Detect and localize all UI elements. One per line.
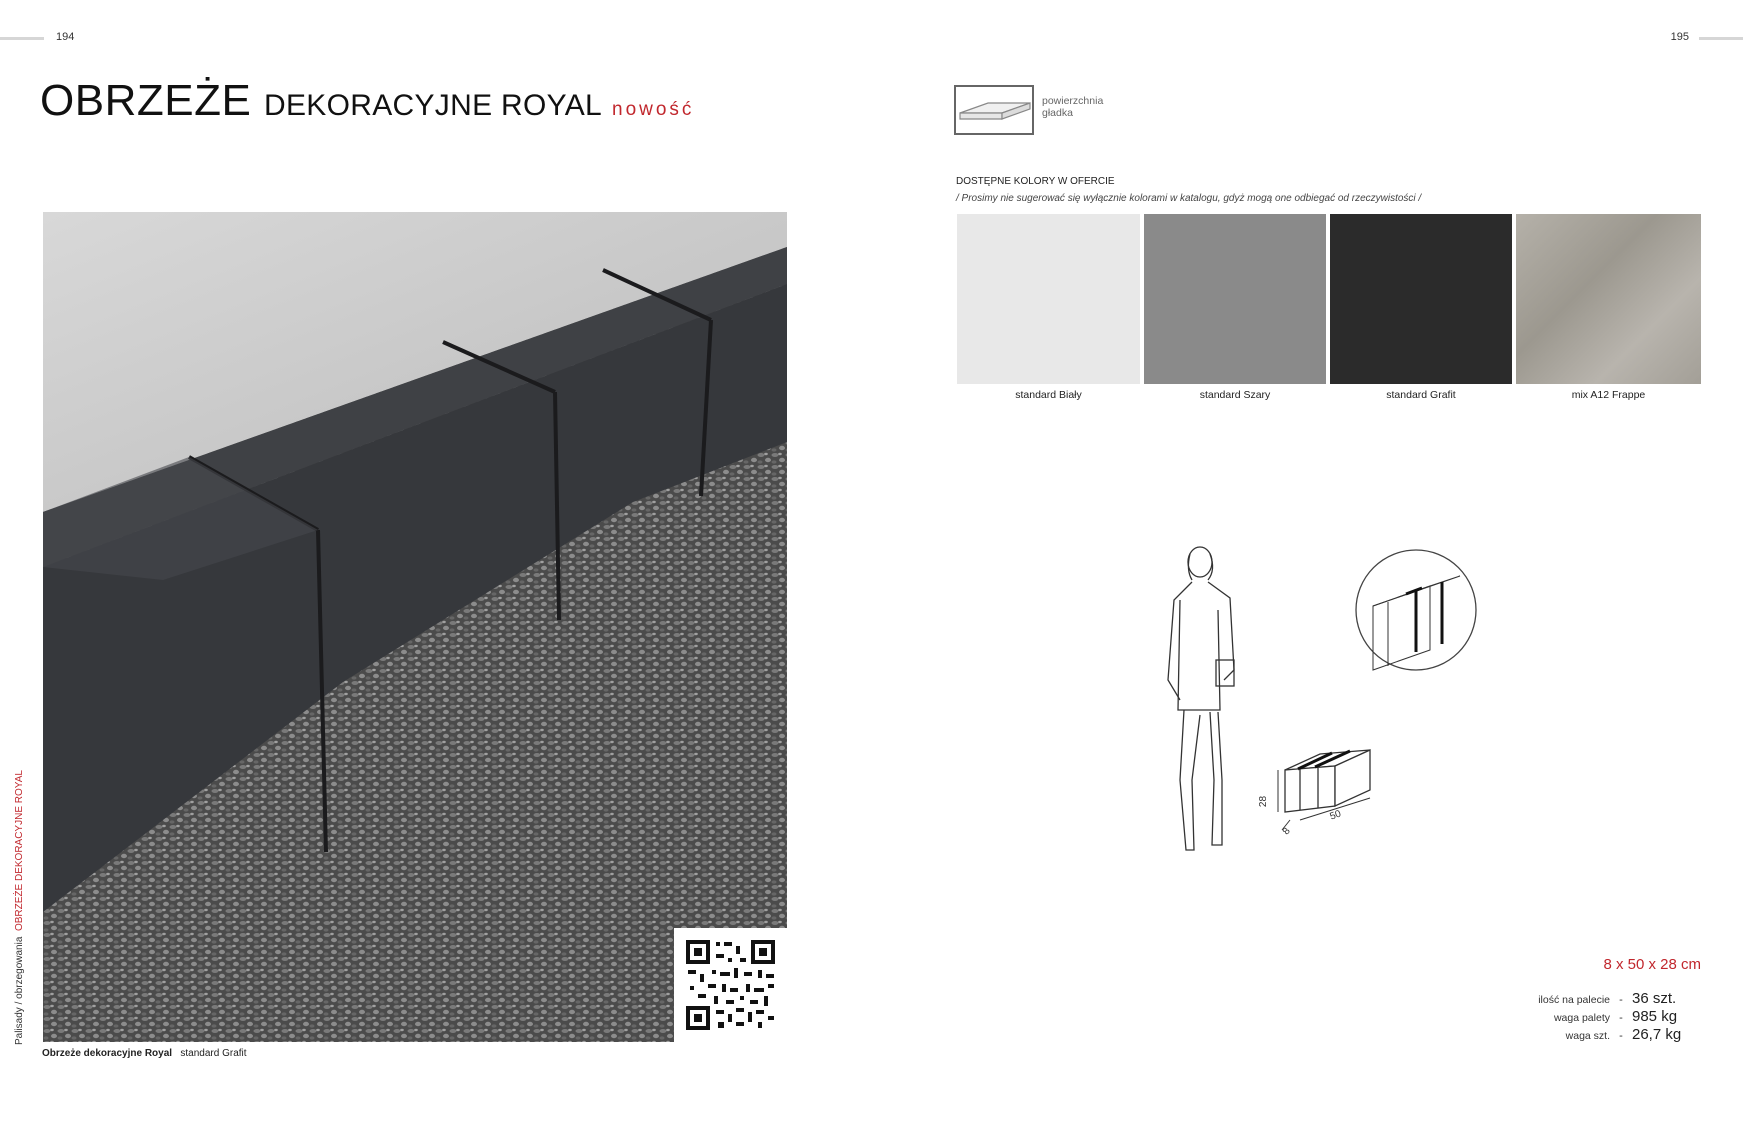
spec-value: 985 kg bbox=[1632, 1008, 1678, 1025]
dim-length-label: 50 bbox=[1328, 808, 1343, 823]
specs-table bbox=[1480, 990, 1681, 1044]
qr-code[interactable] bbox=[674, 928, 787, 1042]
swatch-label-szary: standard Szary bbox=[1199, 389, 1271, 401]
swatch-bialy bbox=[957, 214, 1140, 384]
scale-diagram bbox=[1130, 540, 1490, 860]
colors-heading: DOSTĘPNE KOLORY W OFERCIE bbox=[956, 176, 1115, 187]
dim-height-label: 28 bbox=[1258, 795, 1270, 808]
side-breadcrumb bbox=[14, 770, 25, 1045]
page-title bbox=[40, 76, 602, 126]
swatch-frappe bbox=[1516, 214, 1701, 384]
swatch-label-frappe: mix A12 Frappe bbox=[1571, 389, 1646, 401]
caption-product: Obrzeże dekoracyjne Royal bbox=[42, 1048, 173, 1059]
surface-label bbox=[1042, 95, 1103, 119]
left-page-number: 194 bbox=[56, 31, 75, 43]
surface-label-line1: powierzchnia bbox=[1042, 95, 1104, 107]
spec-label: waga palety bbox=[1553, 1012, 1610, 1024]
spec-value: 26,7 kg bbox=[1632, 1026, 1682, 1043]
left-page-rule bbox=[0, 37, 44, 40]
product-photo bbox=[43, 212, 787, 1042]
product-photo-illustration bbox=[43, 212, 787, 1042]
woman-figure-icon bbox=[1168, 547, 1234, 850]
spec-row bbox=[1480, 1008, 1681, 1026]
swatch-label-grafit: standard Grafit bbox=[1386, 389, 1456, 401]
right-page-number: 195 bbox=[1670, 31, 1689, 43]
surface-label-line2: gładka bbox=[1042, 107, 1073, 119]
curb-blocks-icon bbox=[1285, 750, 1370, 812]
swatch-grafit bbox=[1330, 214, 1512, 384]
spec-value: 36 szt. bbox=[1632, 990, 1677, 1007]
title-main: OBRZEŻE bbox=[40, 76, 252, 125]
spec-dash: - bbox=[1619, 1012, 1623, 1024]
spec-label: ilość na palecie bbox=[1538, 994, 1610, 1006]
spec-label: waga szt. bbox=[1565, 1030, 1610, 1042]
photo-caption bbox=[42, 1048, 247, 1059]
right-page-rule bbox=[1699, 37, 1743, 40]
title-sub: DEKORACYJNE ROYAL bbox=[264, 89, 602, 122]
swatch-szary bbox=[1144, 214, 1326, 384]
new-badge: nowość bbox=[612, 99, 695, 120]
side-breadcrumb-path: Palisady / obrzegowania bbox=[14, 936, 25, 1045]
zoom-detail-icon bbox=[1356, 550, 1476, 670]
swatch-label-bialy: standard Biały bbox=[1015, 389, 1082, 401]
product-dimensions: 8 x 50 x 28 cm bbox=[1603, 956, 1701, 973]
caption-color: standard Grafit bbox=[180, 1048, 247, 1059]
side-breadcrumb-highlight: OBRZEŻE DEKORACYJNE ROYAL bbox=[14, 770, 25, 932]
qr-code-icon bbox=[674, 928, 787, 1042]
surface-icon bbox=[954, 85, 1034, 135]
spec-dash: - bbox=[1619, 994, 1623, 1006]
spec-dash: - bbox=[1619, 1030, 1623, 1042]
spec-row bbox=[1480, 990, 1681, 1008]
spec-row bbox=[1480, 1026, 1681, 1044]
dim-depth-label: 8 bbox=[1280, 825, 1293, 838]
colors-note: / Prosimy nie sugerować się wyłącznie kolorami w katalogu, gdyż mogą one odbiegać od rzeczywistości / bbox=[956, 193, 1422, 204]
